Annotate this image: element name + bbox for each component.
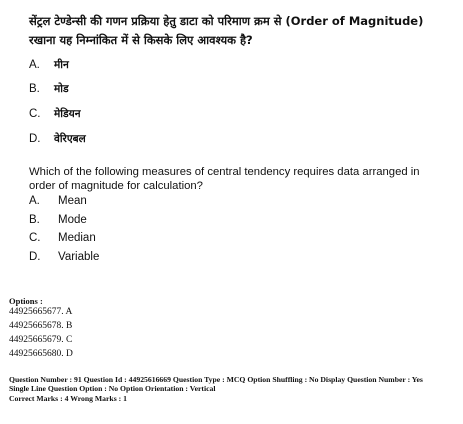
option-hindi-c bbox=[29, 106, 81, 122]
option-letter: A. bbox=[29, 59, 40, 71]
question-text-english: Which of the following measures of central tendency requires data arranged in order of magnitude for calculation? bbox=[29, 166, 420, 192]
option-text: Mode bbox=[58, 214, 87, 226]
option-text: वेरिएबल bbox=[54, 133, 86, 145]
option-text: Mean bbox=[58, 195, 87, 207]
option-text: मोड bbox=[54, 83, 69, 95]
option-text: मेडियन bbox=[54, 108, 81, 120]
options-label: Options : bbox=[9, 296, 43, 306]
option-id-b: 44925665678. B bbox=[9, 321, 73, 331]
metadata-line: Question Number : 91 Question Id : 44925616669 Question Type : MCQ Option Shuffling : No Display Question Number : Yes bbox=[9, 375, 423, 384]
metadata-line: Single Line Question Option : No Option Orientation : Vertical bbox=[9, 384, 216, 394]
option-english-b bbox=[29, 212, 87, 228]
option-letter: B. bbox=[29, 214, 40, 226]
option-text: Variable bbox=[58, 251, 100, 263]
option-letter: B. bbox=[29, 83, 40, 95]
option-letter: D. bbox=[29, 133, 41, 145]
option-letter: C. bbox=[29, 108, 41, 120]
option-id-c: 44925665679. C bbox=[9, 335, 73, 345]
option-letter: A. bbox=[29, 195, 40, 207]
option-english-a bbox=[29, 193, 87, 209]
question-metadata bbox=[9, 375, 457, 403]
option-letter: C. bbox=[29, 232, 41, 244]
question-text-hindi: सेंट्रल टेण्डेन्सी की गणन प्रक्रिया हेतु डाटा को परिमाण क्रम से (Order of Magnitude) रखाना यह निम्नांकित में से किसके लिए आवश्यक है? bbox=[29, 14, 424, 47]
option-hindi-a bbox=[29, 57, 69, 73]
option-english-c bbox=[29, 230, 96, 246]
option-hindi-d bbox=[29, 131, 86, 147]
metadata-line: Correct Marks : 4 Wrong Marks : 1 bbox=[9, 393, 127, 403]
option-text: Median bbox=[58, 232, 96, 244]
option-id-d: 44925665680. D bbox=[9, 349, 73, 359]
option-id-a: 44925665677. A bbox=[9, 307, 73, 317]
option-hindi-b bbox=[29, 81, 69, 97]
option-letter: D. bbox=[29, 251, 41, 263]
option-text: मीन bbox=[54, 59, 69, 71]
option-english-d bbox=[29, 249, 99, 265]
